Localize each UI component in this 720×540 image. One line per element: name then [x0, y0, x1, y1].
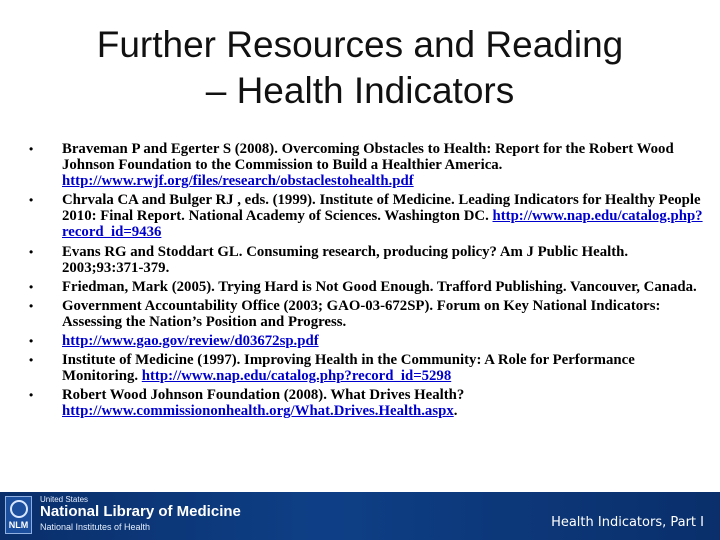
- reference-item: [26, 352, 706, 384]
- title-line-2: – Health Indicators: [205, 70, 515, 111]
- nlm-logo-icon: [5, 496, 32, 534]
- reference-text: Friedman, Mark (2005). Trying Hard is Not Good Enough. Trafford Publishing. Vancouver, Canada.: [62, 278, 697, 295]
- bullet-icon: •: [29, 388, 34, 403]
- title-line-1: Further Resources and Reading: [96, 24, 624, 65]
- reference-item: [26, 279, 706, 295]
- bullet-icon: •: [29, 142, 34, 156]
- reference-item: [26, 141, 706, 189]
- reference-link[interactable]: http://www.commissiononhealth.org/What.Drives.Health.aspx: [62, 403, 454, 420]
- reference-item: [26, 244, 706, 276]
- bullet-icon: •: [29, 244, 34, 259]
- footer-caption: Health Indicators, Part I: [551, 515, 704, 530]
- reference-text: Evans RG and Stoddart GL. Consuming research, producing policy? Am J Public Health. 2003;93:371-379.: [62, 243, 629, 276]
- nlm-abbr: NLM: [8, 520, 29, 530]
- logo-library-name: National Library of Medicine: [40, 503, 241, 520]
- bullet-icon: •: [29, 193, 34, 208]
- reference-text: Chrvala CA and Bulger RJ , eds. (1999). Institute of Medicine. Leading Indicators for Healthy People 2010: Final Report. National Academy of Sciences. Washington DC.: [62, 192, 701, 225]
- logo-country: United States: [40, 495, 89, 504]
- reference-link[interactable]: http://www.nap.edu/catalog.php?record_id=9436: [62, 208, 703, 241]
- reference-item: [26, 298, 706, 330]
- bullet-icon: •: [29, 298, 34, 313]
- reference-item: [26, 192, 706, 240]
- reference-link[interactable]: http://www.rwjf.org/files/research/obstaclestohealth.pdf: [62, 173, 414, 190]
- reference-link[interactable]: http://www.nap.edu/catalog.php?record_id=5298: [141, 368, 452, 385]
- reference-text: Institute of Medicine (1997). Improving Health in the Community: A Role for Performance Monitoring.: [62, 352, 635, 385]
- reference-link[interactable]: http://www.gao.gov/review/d03672sp.pdf: [62, 333, 319, 350]
- footer-bar: [0, 492, 720, 540]
- slide-title: [20, 22, 700, 114]
- reference-item: [26, 387, 706, 419]
- reference-item: [26, 333, 706, 349]
- logo-institute: National Institutes of Health: [40, 522, 151, 532]
- reference-list: [26, 141, 706, 423]
- reference-text: Robert Wood Johnson Foundation (2008). What Drives Health?: [62, 387, 465, 404]
- bullet-icon: •: [29, 353, 34, 368]
- reference-tail: .: [453, 403, 458, 420]
- reference-text: Braveman P and Egerter S (2008). Overcoming Obstacles to Health: Report for the Robert Wood Johnson Foundation to the Commission to Build a Healthier America.: [62, 141, 674, 174]
- bullet-icon: •: [29, 279, 34, 294]
- reference-text: Government Accountability Office (2003; GAO-03-672SP). Forum on Key National Indicators: Assessing the Nation’s Position and Progress.: [62, 297, 661, 330]
- bullet-icon: •: [29, 334, 34, 349]
- globe-icon: [10, 500, 28, 518]
